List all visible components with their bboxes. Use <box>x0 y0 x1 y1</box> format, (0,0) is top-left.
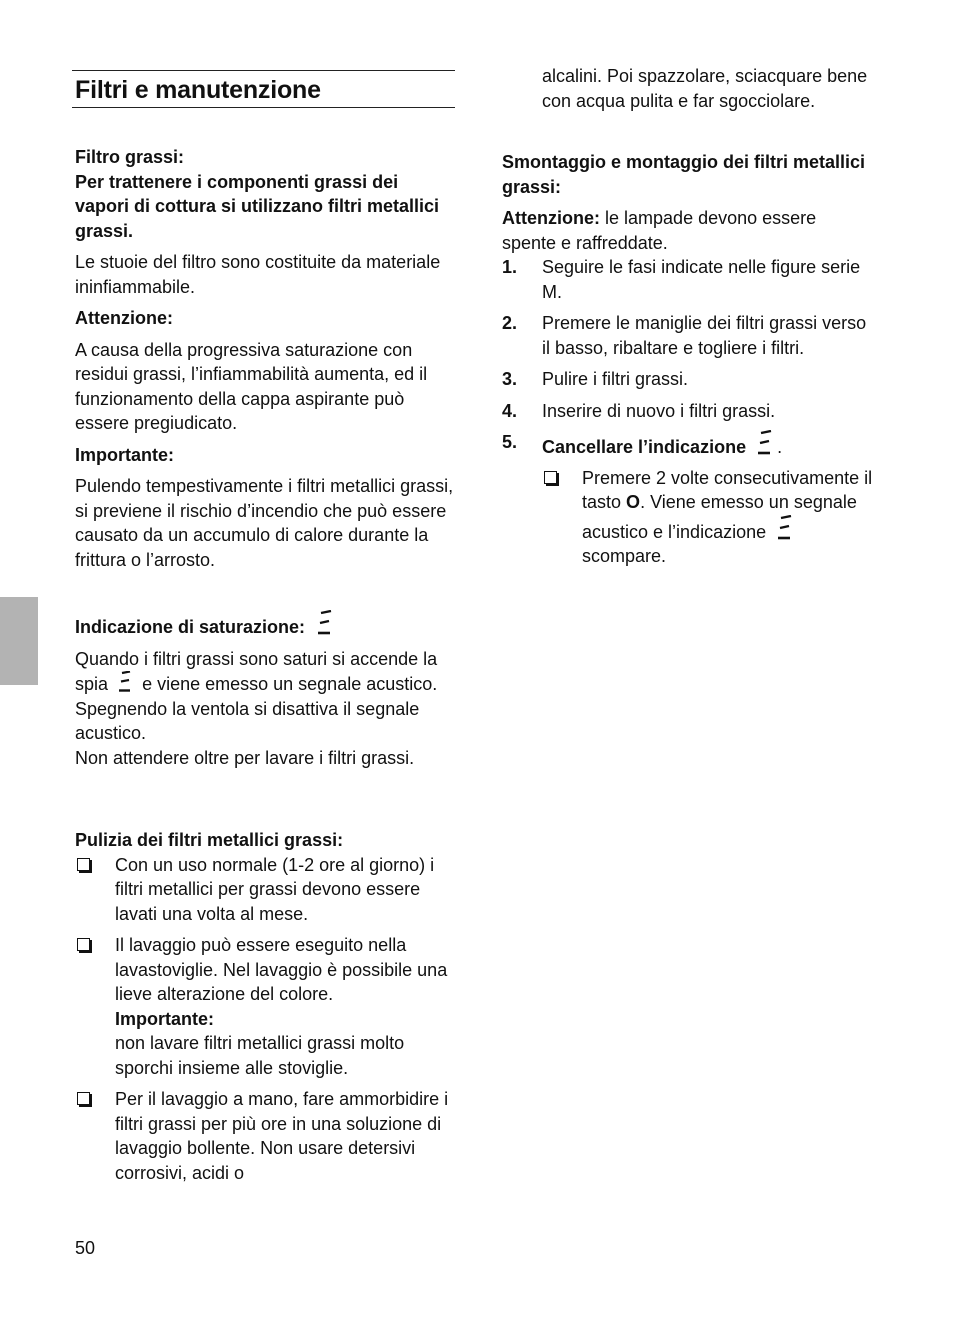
filtro-intro: Le stuoie del filtro sono costituite da materiale ininfiammabile. <box>75 252 441 297</box>
pulizia-section <box>75 828 457 1192</box>
page-number: 50 <box>75 1238 96 1258</box>
filtro-intro-bold: Per trattenere i componenti grassi dei vapori di cottura si utilizzano filtri metallici grassi. <box>75 171 440 241</box>
page-title: Filtri e manutenzione <box>75 76 321 104</box>
filtro-heading: Filtro grassi: <box>75 147 185 167</box>
step-number: 2. <box>502 313 518 333</box>
grease-filter-icon <box>316 610 334 636</box>
subitem-text-c: scompare. <box>582 546 667 566</box>
attenzione-text: A causa della progressiva saturazione con residui grassi, l’infiammabilità aumenta, ed il funzionamento della cappa aspirante può essere pregiudicato. <box>75 339 428 433</box>
pulizia-item-2-note: non lavare filtri metallici grassi molto sporchi insieme alle stoviglie. <box>115 1033 405 1078</box>
pulizia-item-3-continued: alcalini. Poi spazzolare, sciacquare bene con acqua pulita e far sgocciolare. <box>542 66 868 111</box>
step5-subitem <box>542 466 874 569</box>
section-tab <box>0 597 38 685</box>
smontaggio-attenzione-text: le lampade devono essere spente e raffreddate. <box>502 208 817 253</box>
checkbox-icon <box>77 1092 90 1105</box>
grease-filter-icon <box>755 430 773 456</box>
list-item <box>502 311 874 360</box>
smontaggio-steps <box>502 255 874 569</box>
step-number: 4. <box>502 400 518 421</box>
saturazione-section <box>75 610 457 770</box>
right-column <box>502 64 874 576</box>
step-number: 3. <box>502 369 518 389</box>
attenzione-label: Attenzione: <box>75 308 173 328</box>
step-text: Seguire le fasi indicate nelle figure serie M. <box>542 257 861 302</box>
list-item <box>502 367 874 392</box>
pulizia-item-3: Per il lavaggio a mano, fare ammorbidire i filtri grassi per più ore in una soluzione di lavaggio bollente. Non usare detersivi corrosivi, acidi o <box>115 1089 449 1183</box>
step-text: Inserire di nuovo i filtri grassi. <box>542 400 776 421</box>
checkbox-icon <box>77 858 90 871</box>
saturazione-heading <box>75 610 457 640</box>
step-number: 5. <box>502 432 518 452</box>
filtro-section <box>75 145 457 572</box>
saturazione-line3: Non attendere oltre per lavare i filtri grassi. <box>75 747 415 768</box>
saturazione-heading-text: Indicazione di saturazione: <box>75 617 306 637</box>
list-item <box>502 255 874 304</box>
checkbox-icon <box>544 471 557 484</box>
step-text: Cancellare l’indicazione <box>542 437 747 457</box>
pulizia-item-2-label: Importante: <box>115 1008 214 1029</box>
saturazione-line1 <box>75 647 457 697</box>
smontaggio-heading: Smontaggio e montaggio dei filtri metallici grassi: <box>502 152 866 197</box>
checkbox-icon <box>77 938 90 951</box>
smontaggio-attenzione-label: Attenzione: <box>502 208 600 228</box>
subitem-text-b: . Viene emesso un segnale acustico e l’indicazione <box>582 492 857 542</box>
step-number: 1. <box>502 257 518 277</box>
saturazione-line1-b: e viene emesso un segnale acustico. <box>142 674 438 694</box>
saturazione-line2: Spegnendo la ventola si disattiva il segnale acustico. <box>75 698 420 743</box>
key-label: O <box>626 492 641 512</box>
list-item <box>502 430 874 569</box>
list-item <box>502 399 874 424</box>
pulizia-item-1: Con un uso normale (1-2 ore al giorno) i filtri metallici per grassi devono essere lavati una volta al mese. <box>115 854 435 924</box>
pulizia-item-2: Il lavaggio può essere eseguito nella lavastoviglie. Nel lavaggio è possibile una lieve alterazione del colore. <box>115 935 448 1004</box>
list-item <box>75 933 457 1080</box>
step-text-end: . <box>777 437 783 457</box>
grease-filter-icon <box>775 515 793 541</box>
step-text: Pulire i filtri grassi. <box>542 369 689 389</box>
list-item <box>75 853 457 927</box>
saturazione-line1-a: Quando i filtri grassi sono saturi si accende la spia <box>75 648 438 694</box>
subitem-text-a: Premere 2 volte consecutivamente il tasto <box>582 467 873 512</box>
importante-text: Pulendo tempestivamente i filtri metallici grassi, si previene il rischio d’incendio che può essere causato da un accumulo di calore durante la frittura o l’arrosto. <box>75 476 454 570</box>
step-text: Premere le maniglie dei filtri grassi verso il basso, ribaltare e togliere i filtri. <box>542 313 867 358</box>
title-bar <box>72 70 455 108</box>
pulizia-heading: Pulizia dei filtri metallici grassi: <box>75 830 344 850</box>
grease-filter-icon <box>117 671 133 693</box>
importante-label: Importante: <box>75 444 174 465</box>
smontaggio-attenzione <box>502 206 874 255</box>
pulizia-list <box>75 853 457 1186</box>
list-item <box>75 1087 457 1185</box>
